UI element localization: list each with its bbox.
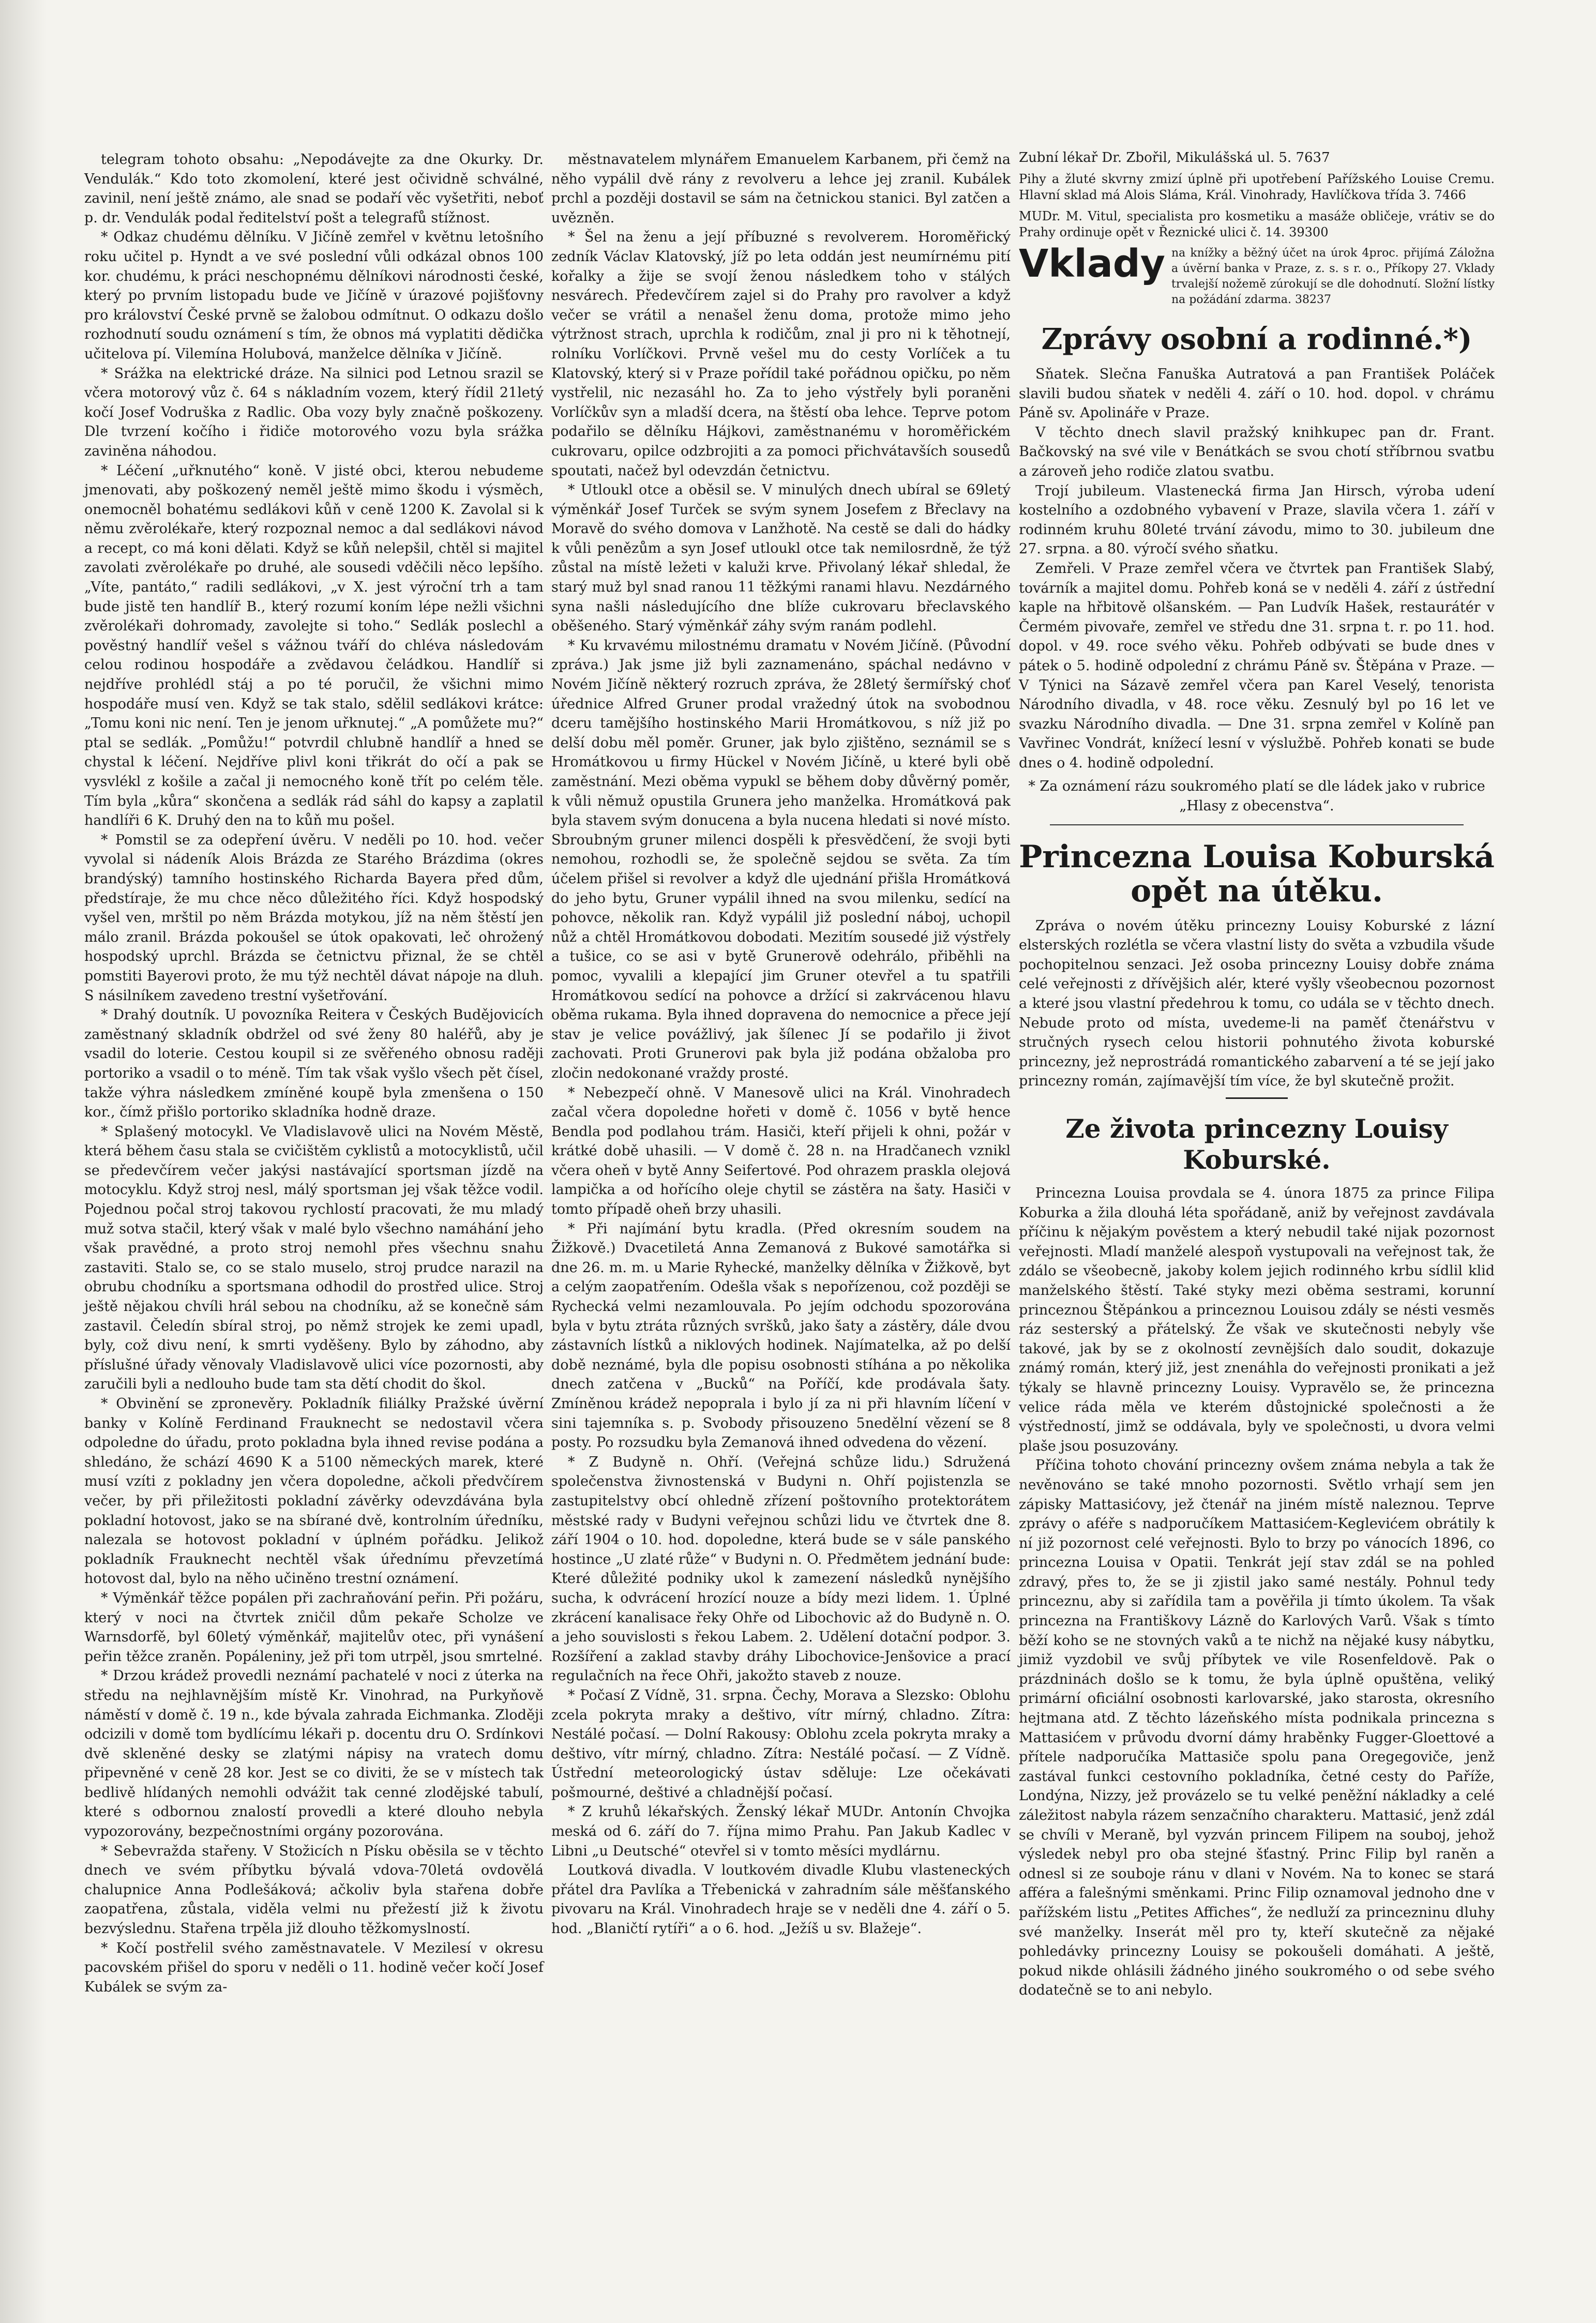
article-paragraph: městnavatelem mlynářem Emanuelem Karbanem, při čemž na něho vypálil dvě rány z revolveru a lehce jej zranil. Kubálek prchl a později dostavil se sám na četnickou stanici. Byl zatčen a uvězněn. <box>551 152 1011 226</box>
article-paragraph: Zemřeli. V Praze zemřel včera ve čtvrtek pan František Slabý, továrník a majitel domu. Pohřeb koná se v neděli 4. září z ústřední kaple na hřbitově olšanském. — Pan Ludvík Hašek, restaurátér v Čermém pivovaře, zemřel ve středu dne 31. srpna t. r. po 11. hod. dopol. v 49. roce svého věku. Pohřeb odbývati se bude dnes v pátek o 5. hodině odpolední z chrámu Páně sv. Štěpána v Praze. — V Týnici na Sázavě zemřel včera pan Karel Veselý, tenorista Národního divadla, v 48. roce věku. Zesnulý byl po 16 let ve svazku Národního divadla. — Dne 31. srpna zemřel v Kolíně pan Vavřinec Vondrát, knížecí lesní v výslužbě. Pohřeb konati se bude dnes o 4. hodině odpolední. <box>1019 560 1495 771</box>
article-paragraph: * Výměnkář těžce popálen při zachraňování peřin. Při požáru, který v noci na čtvrtek zničil dům pekaře Scholze ve Warnsdorfě, byl 60letý výměnkář, majitelův otec, při vynášení peřin těžce zraněn. Popáleniny, jež při tom utrpěl, jsou smrtelné. <box>84 1590 544 1665</box>
article-paragraph: * Počasí Z Vídně, 31. srpna. Čechy, Morava a Slezsko: Oblohu zcela pokryta mraky a deštivo, vítr mírný, chladno. Zítra: Nestálé počasí. — Dolní Rakousy: Oblohu zcela pokryta mraky a deštivo, vítr mírný, chladno. Zítra: Nestálé počasí. — Z Vídně. Ústřední meteorologický ústav sděluje: Lze očekávati pošmourné, deštivé a chladnější počasí. <box>551 1687 1011 1801</box>
article-paragraph: * Při najímání bytu kradla. (Před okresním soudem na Žižkově.) Dvacetiletá Anna Zemanová z Bukové samotářka si dne 26. m. m. u Marie Ryhecké, manželky dělníka v Žižkově, byt a celým zaopatřením. Odešla však s nepořízenou, což později se Rychecká velmi nezamlouvala. Po jejím odchodu spozorována byla v bytu ztráta různých svršků, jako šaty a zástěry, dále dvou zástavních lístků a niklových hodinek. Najímatelka, až po delší době neznámé, byla dle popisu osobnosti stíhána a po několika dnech zatčena v „Bucků“ na Poříčí, kde prodávala šaty. Zmíněnou krádež nepoprala i bylo jí za ni při hlavním líčení v sini tajemníka s. p. Svobody přisouzeno 5nedělní vězení se 8 posty. Po rozsudku byla Zemanová ihned odvedena do vězení. <box>551 1220 1011 1451</box>
section-title-personal-news: Zprávy osobní a rodinné.*) <box>1041 322 1472 356</box>
section-title-princess-life: Ze života princezny Louisy Koburské. <box>1065 1113 1448 1175</box>
article-paragraph: * Ku krvavému milostnému dramatu v Novém Jičíně. (Původní zpráva.) Jak jsme již byli zaznamenáno, spáchal nedávno v Novém Jičíně některý rozruch zpráva, že 28letý šermířský choť úřednice Alfred Gruner prodal vražedný útok na svobodnou dceru tamějšího hostinského Marii Hromátkovou, s níž již po delší dobu měl poměr. Gruner, jak bylo zjištěno, seznámil se s Hromátkovou u firmy Hückel v Novém Jičíně, u které byli obě zaměstnání. Mezi oběma vypukl se během doby důvěrný poměr, k vůli němuž opustila Grunera jeho manželka. Hromátková pak byla stavem svým donucena a byla nucena hledati si nové místo. Sbroubným gruner milenci dospěli k přesvědčení, že svoji byti nemohou, rozhodli se, že společně sejdou se světa. Za tím účelem přišel si revolver a když dle ujednání přišla Hromátková do jeho bytu, Gruner vypálil ihned na svou milenku, sedící na pohovce, několik ran. Když vypálil již poslední náboj, uchopil nůž a chtěl Hromátkovou dobodati. Mezitím sousedé již výstřely a tušice, co se asi v bytě Grunerově odehrálo, přiběhli na pomoc, vyvalili a klepající jim Gruner otevřel a tu spatřili Hromátkovou sedící na pohovce a držící si zakrvácenou hlavu oběma rukama. Byla ihned dopravena do nemocnice a přece její stav je velice povážlivý, jak šílenec Jí se podařilo ji život zachovati. Proti Grunerovi pak byla již podána obžaloba pro zločin nedokonané vraždy prosté. <box>551 637 1011 1081</box>
advert-deposits <box>1019 242 1495 308</box>
article-paragraph: * Splašený motocykl. Ve Vladislavově ulici na Novém Městě, která během času stala se cvičištěm cyklistů a motocyklistů, učil se předevčírem večer jakýsi nastávající sportsman jízdě na motocyklu. Když stroj nesl, málý sportsman jej však těžce vodil. Pojednou počal stroj takovou rychlostí pracovati, že mu mladý muž sotva stačil, který však v malé bylo všechno namáhání jeho však pravědné, a proto stroj nemohl přes všechnu snahu zastaviti. Stalo se, co se stalo muselo, stroj prudce narazil na obrubu chodníku a sportsmana odhodil do prostřed ulice. Stroj ještě nějakou chvíli hrál sebou na chodníku, až se konečně sám zastavil. Čeledín sbíral stroj, po němž strojek ke zemi upadl, byly, což divu není, k smrti vyděšeny. Bylo by záhodno, aby příslušné úřady věnovaly Vladislavově ulici více pozornosti, aby zaručili byli a nedlouho bude tam sta dětí chodit do škol. <box>84 1123 544 1393</box>
article-paragraph: * Drahý doutník. U povozníka Reitera v Českých Budějovicích zaměstnaný skladník obdržel od své ženy 80 haléřů, aby je vsadil do loterie. Cestou koupil si ze svěřeného obnosu raději portoriko a vsadil o to méně. Tím tak však vyšlo všech pět čísel, takže výhra následkem zmíněné koupě byla zmenšena o 150 kor., čímž přišlo portoriko skladníka hodně draze. <box>84 1007 544 1121</box>
advert-cream: Pihy a žluté skvrny zmizí úplně při upotřebení Pařížského Louise Cremu. Hlavní sklad má Alois Sláma, Král. Vinohrady, Havlíčkova třída 3. 7466 <box>1019 172 1495 202</box>
article-paragraph: Trojí jubileum. Vlastenecká firma Jan Hirsch, výroba udení kostelního a ozdobného vybavení v Praze, slavila včera 1. září v rodinném kruhu 80leté trvání závodu, mimo to 30. jubileum dne 27. srpna. a 80. výročí svého sňatku. <box>1019 482 1495 557</box>
article-paragraph: * Léčení „uřknutého“ koně. V jisté obci, kterou nebudeme jmenovati, aby poškozený neměl ještě mimo škodu i výsměch, onemocněl bohatému sedlákovi kůň v ceně 1200 K. Zavolal si k němu zvěrolékaře, který rozpoznal nemoc a dal sedlákovi návod a recept, co má koni dělati. Když se kůň nelepšil, chtěl si majitel zavolati zvěrolékaře po druhé, ale sousedi vděčili něco lepšího. „Víte, pantáto,“ radili sedlákovi, „v X. jest výroční trh a tam bude jistě ten handlíř B., který rozumí koním lépe nežli všichni zvěrolékaři dohromady, zavolejte si toho.“ Sedlák poslechl a pověstný handlíř vešel s vážnou tváří do chléva následovám celou rodinou hospodáře a zvědavou čeládkou. Handlíř si nejdříve prohlédl stáj a po té poručil, že všichni mimo hospodáře musí ven. Když se tak stalo, sdělil sedlákovi krátce: „Tomu koni nic není. Ten je jenom uřknutej.“ „A pomůžete mu?“ ptal se sedlák. „Pomůžu!“ potvrdil chlubně handlíř a hned se chystal k léčení. Nejdříve plivl koni třikrát do očí a pak se vysvlékl z košile a začal ji nemocného koně třít po celém těle. Tím byla „kůra“ skončena a sedlák rád sáhl do kapsy a zaplatil handlíři 6 K. Druhý den na to kůň mu pošel. <box>84 462 544 829</box>
article-paragraph: Loutková divadla. V loutkovém divadle Klubu vlasteneckých přátel dra Pavlíka a Třebenická v zahradním sále měšťanského pivovaru na Král. Vinohradech hraje se v neděli dne 4. září o 5. hod. „Blaničtí rytíři“ a o 6. hod. „Ježíš u sv. Blažeje“. <box>551 1862 1011 1937</box>
article-paragraph: Zpráva o novém útěku princezny Louisy Koburské z lázní elsterských rozlétla se včera vlastní listy do světa a vzbudila všude pochopitelnou senzaci. Jež osoba princezny Louisy dobře známa celé veřejnosti z dřívějšich alér, které vyšly všeobecnou pozornost a které jsou vlastní předehrou k tomu, co udála se v těchto dnech. Nebude proto od místa, uvedeme-li na paměť čtenářstvu v stručných rysech celou historii pohnutého života koburské princezny, jež neprostrádá romantického zabarvení a té se její jako princezny román, zajímavější tím více, že byl skutečně prožit. <box>1019 917 1495 1090</box>
article-paragraph: * Šel na ženu a její příbuzné s revolverem. Horoměřický zedník Václav Klatovský, jíž po leta oddán jest neumírnému pití kořalky a žije se svojí ženou následkem toho v stálých nesvárech. Předevčírem zajel si do Prahy pro ravolver a když večer se vrátil a nenašel ženu doma, protože mimo jeho výtržnost strach, uprchla k rodičům, znal ji pro ni k těhotnejí, rolníku Vorlíčkovi. Prvně vešel mu do cesty Vorlíček a tu Klatovský, který si v Praze pořídil také pořádnou opičku, po něm vystřelil, nic nezasáhl ho. Za to jeho výstřely byli poraněni Vorlíčkův syn a mladší dcera, na štěstí oba lehce. Teprve potom podařilo se dělníku Hájkovi, zaměstnanému v horoměřickém cukrovaru, opilce odzbrojiti a za pomoci přichvátavších sousedů spoutati, načež byl odevzdán četnictvu. <box>551 229 1011 479</box>
article-paragraph: * Pomstil se za odepření úvěru. V neděli po 10. hod. večer vyvolal si nádeník Alois Brázda ze Starého Brázdima (okres brandýský) tamního hostinského Richarda Bayera před dům, předstíraje, že mu chce něco důležitého říci. Když hospodský vyšel ven, mrštil po něm Brázda motykou, jíž na něm štěstí jen málo zranil. Brázda pokoušel se útok opakovati, leč ohrožený hospodský uprchl. Brázda se četnictvu přiznal, že se chtěl pomstiti Bayerovi proto, že mu týž nechtěl dávat nápoje na dluh. S násilníkem zavedeno trestní vyšetřování. <box>84 832 544 1004</box>
section-title-princess: Princezna Louisa Koburská opět na útěku. <box>1019 838 1495 909</box>
article-paragraph: Princezna Louisa provdala se 4. února 1875 za prince Filipa Koburka a žila dlouhá léta spořádaně, aniž by veřejnost zavdávala příčinu k nějakým pověstem a který nebudil také nijak pozornost veřejnosti. Mladí manželé alespoň vystupovali na veřejnost tak, že zdálo se všeobecně, jakoby kolem jejich rodinného krbu sídlil klid manželského štěstí. Také styky mezi oběma sestrami, korunní princeznou Štěpánkou a princeznou Louisou zdály se nésti vesměs ráz sesterský a přátelský. Že však ve skutečnosti nebyly vše takové, jak by se z okolností zevnějších dalo soudit, dokazuje známý román, který již, jest znenáhla do veřejnosti pronikati a jež týkaly se hlavně princezny Louisy. Vypravělo se, že princezna velice ráda měla ve kterém důstojnické společnosti a že výstředností, jimž se oddávala, byly ve společnosti, u dvora velmi plaše jsou posuzovány. <box>1019 1185 1495 1454</box>
article-paragraph: * Kočí postřelil svého zaměstnavatele. V Mezilesí v okresu pacovském přišel do sporu v neděli o 11. hodině večer kočí Josef Kubálek se svým za- <box>84 1940 544 1995</box>
footnote: * Za oznámení rázu soukromého platí se dle ládek jako v rubrice „Hlasy z obecenstva“. <box>1028 778 1485 814</box>
advert-deposits-title: Vklady <box>1019 242 1165 286</box>
article-paragraph: V těchto dnech slavil pražský knihkupec pan dr. Frant. Bačkovský na své vile v Benátkách se svou chotí stříbrnou svatbu a zároveň jeho rodiče zlatou svatbu. <box>1019 424 1495 479</box>
column-left <box>84 150 544 1997</box>
article-paragraph: * Srážka na elektrické dráze. Na silnici pod Letnou srazil se včera motorový vůz č. 64 s nákladním vozem, který řídil 21letý kočí Josef Vodruška z Radlic. Oba vozy byly značně poškozeny. Dle tvrzení kočího i řidiče motorového vozu byla srážka zaviněna náhodou. <box>84 365 544 459</box>
article-paragraph: * Odkaz chudému dělníku. V Jičíně zemřel v květnu letošního roku učitel p. Hyndt a ve své poslední vůli odkázal obnos 100 kor. chudému, k práci neschopnému dělníkovi národnosti české, který po prvním listopadu bude ve Jičíně v úrazové pojišťovny pro království České prvně se žalobou odmítnut. O odkazu došlo rozhodnutí soudu oznámení s tím, že obnos má vyplatiti dědička učitelova pí. Vilemína Holubová, manželce dělníka v Jičíně. <box>84 229 544 362</box>
article-paragraph: Příčina tohoto chování princezny ovšem známa nebyla a tak že nevěnováno se také mnoho pozornosti. Světlo vrhají sem jen zápisky Mattasićovy, jež čtenář na jiném místě naleznou. Teprve zprávy o aféře s nadporučíkem Mattasićem-Keglevićem obrátily k ní již pozornost celé veřejnosti. Bylo to brzy po vánocích 1896, co princezna Louisa v Opatii. Tenkrát její stav zdál se na pohled zdravý, přes to, že se ji zjistil jako samé nestály. Pohnul tedy princeznu, aby si zařídila tam a pověřila ji tímto úkolem. Ta však princezna na Františkovy Lázně do Karlových Varů. Však s tímto běží koho se ne stovných vaků a te nichž na nějaké kusy nábytku, jimiž vyzdobil ve svůj příbytek ve vile Rosenfeldově. Pak o prázdninách došlo se k tomu, že byla úplně opuštěna, veliký primární oficiální osobnosti karlovarské, jako starosta, okresního hejtmana atd. Z těchto lázeňského místa podnikala princezna s Mattasićem v průvodu dvorní dámy hraběnky Fugger-Gloettové a přítele nadporučíka Mattasiče spolu pana Oregegoviče, jenž zastával funkci cestovního pokladníka, četné cesty do Paříže, Londýna, Nizzy, jež provázelo se tu velké peněžní nákladky a celé záležitost nabyla rázem senzačního charakteru. Mattasić, jenž zdál se chvíli v Meraně, byl vyzván princem Filipem na souboj, jehož výsledek nebyl pro oba stejné šťastný. Princ Filip byl raněn a odnesl si ze souboje ránu v dlani v Novém. Na to konec se stará afféra a falešnými směnkami. Princ Filip oznamoval jednoho dne v pařížském listu „Petites Affiches“, že nedluží za princezninu dluhy své manželky. Inserát měl pro ty, kteří skutečně za nějaké pohledávky princezny Louisy se pokoušeli domáhati. A ještě, pokud nikde ohlásili žádného jiného soukromého o od sebe svého dodatečně se to ani nebylo. <box>1019 1457 1495 1999</box>
advert-dentist: Zubní lékař Dr. Zbořil, Mikulášská ul. 5. 7637 <box>1019 150 1330 165</box>
article-paragraph: * Sebevražda stařeny. V Stožicích n Písku oběsila se v těchto dnech ve svém příbytku bývalá vdova-70letá ovdovělá chalupnice Anna Podlešáková; ačkoliv byla stařena dobře zaopatřena, zůstala, viděla velmi nu přežestí již k životu bezvýslednu. Stařena trpěla již dlouho těžkomyslností. <box>84 1843 544 1937</box>
advert-deposits-text: na knížky a běžný účet na úrok 4proc. přijímá Záložna a úvěrní banka v Praze, z. s. s r. o., Příkopy 27. Vklady trvalejší nožemě zúrokují se dle dohodnutí. Složní lístky na požádání zdarma. 38237 <box>1171 247 1495 306</box>
page-edge-shadow <box>0 0 47 2323</box>
article-paragraph: * Z kruhů lékařských. Ženský lékař MUDr. Antonín Chvojka meská od 6. září do 7. října mimo Prahu. Pan Jakub Kadlec v Libni „u Deutsché“ otevřel si v tomto měsíci mydlárnu. <box>551 1804 1011 1859</box>
article-paragraph: * Drzou krádež provedli neznámí pachatelé v noci z úterka na středu na nejhlavnějším místě Kr. Vinohrad, na Purkyňově náměstí v domě č. 19 n., kde bývala zahrada Eichmanka. Zloději odcizili v domě tom bydlícímu lékaři p. docentu dru O. Srdínkovi dvě skleněné desky se zlatými nápisy na vratech domu připevněné v ceně 28 kor. Jest se co diviti, že se v místech tak bedlivě hlídaných nemohli odvážit tak cenné zlodějské tabulí, které s odbornou znalostí provedli a které dlouho nebyla vypozorovány, bezpečnostními orgány pozorována. <box>84 1668 544 1840</box>
article-paragraph: * Utloukl otce a oběsil se. V minulých dnech ubíral se 69letý výměnkář Josef Turček se svým synem Josefem z Břeclavy na Moravě do svého domova v Lanžhotě. Na cestě se dali do hádky k vůli penězům a syn Josef utloukl otce tak nemilosrdně, že týž zůstal na místě ležeti v kaluži krve. Přivolaný lékař shledal, že starý muž byl snad ranou 11 těžkými ranami hlavu. Nezdárného syna našli následujícího dne blíže cukrovaru břeclavského oběšeného. Starý výměnkář záhy svým ranám podlehl. <box>551 482 1011 635</box>
column-middle <box>551 150 1011 1939</box>
article-paragraph: telegram tohoto obsahu: „Nepodávejte za dne Okurky. Dr. Vendulák.“ Kdo toto zkomolení, které jest očividně schválné, zavinil, není ještě známo, ale snad se podaří věc vyšetřiti, neboť p. dr. Vendulák podal ředitelství pošt a telegrafů stížnost. <box>84 152 544 226</box>
advert-cosmetics: MUDr. M. Vitul, specialista pro kosmetiku a masáže obličeje, vrátiv se do Prahy ordinuje opět v Řeznické ulici č. 14. 39300 <box>1019 209 1495 239</box>
column-right <box>1019 150 1495 2000</box>
article-paragraph: * Obvinění se zpronevěry. Pokladník filiálky Pražské úvěrní banky v Kolíně Ferdinand Frauknecht se nedostavil včera odpoledne do úřadu, proto pokladna byla ihned revise podána a shledáno, že schází 4690 K a 5100 německých marek, které musí vzíti z pokladny jen včera dopoledne, ačkoli předvčírem večer, by při přiležitosti pokladní závěrky odevzdávána byla pokladní hotovost, jako se na sbírané dvě, kontrolním úředníku, nalezala se hotovost pokladní v úplném pořádku. Jelikož pokladník Frauknecht nechtěl však úřednímu převzetímá hotovost dal, bylo na něho učiněno trestní oznámení. <box>84 1396 544 1587</box>
short-rule <box>1226 1097 1288 1099</box>
article-paragraph: * Nebezpečí ohně. V Manesově ulici na Král. Vinohradech začal včera dopoledne hořeti v domě č. 1056 v bytě hence Bendla pod podlahou trám. Hasiči, kteří přijeli k ohni, požár v krátké době uhasili. — V domě č. 28 n. na Hradčanech vznikl včera oheň v bytě Anny Seifertové. Pod ohrazem praskla olejová lampička a od hořícího oleje chytil se zástěra na šaty. Hasiči v tomto případě oheň brzy uhasili. <box>551 1084 1011 1218</box>
article-paragraph: * Z Budyně n. Ohří. (Veřejná schůze lidu.) Sdružená společenstva živnostenská v Budyni n. Ohří pojistenzla se zastupitelstvy obcí ohledně zřízení poštovního protektorátem městské rady v Budyni veřejnou schůzi lidu ve čtvrtek dne 8. září 1904 o 10. hod. dopoledne, která bude se v sále panského hostince „U zlaté růže“ v Budyni n. O. Předmětem jednání bude: Které důležité podniky ukol k zamezení následků nynějšího sucha, k odvrácení hrozící nouze a bídy mezi lidem. 1. Úplné zkrácení kanalisace řeky Ohře od Libochovic až do Budyně n. O. a jeho souvislosti s řekou Labem. 2. Udělení dotační podpor. 3. Rozšíření a zaklad stavby dráhy Libochovice-Jenšovice a prací regulačních na řece Ohři, jakožto staveb z nouze. <box>551 1454 1011 1684</box>
article-paragraph: Sňatek. Slečna Fanuška Autratová a pan František Poláček slavili budou sňatek v neděli 4. září o 10. hod. dopol. v chrámu Páně sv. Apolináře v Praze. <box>1019 366 1495 421</box>
section-divider <box>1050 824 1464 825</box>
